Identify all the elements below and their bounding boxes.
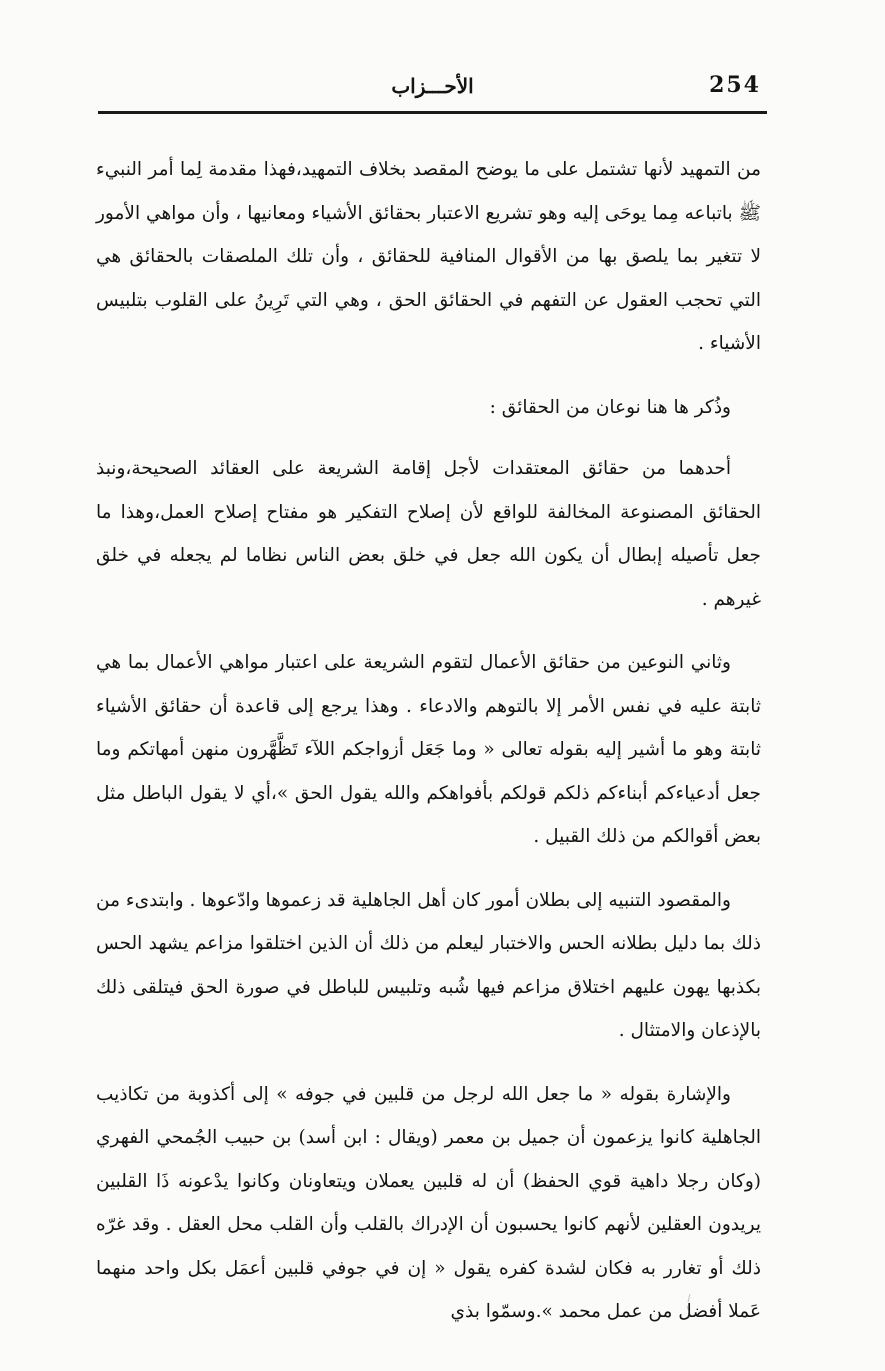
page-number: 254 <box>709 72 761 98</box>
body-text <box>96 148 761 1354</box>
paragraph-2: وذُكر ها هنا نوعان من الحقائق : <box>489 396 731 418</box>
paragraph-6: والإشارة بقوله « ما جعل الله لرجل من قلبين في جوفه » إلى أكذوبة من تكاذيب الجاهلية كانوا يزعمون أن جميل بن معمر (ويقال : ابن أسد) بن حبيب الجُمحي الفهري (وكان رجلا داهية قوي الحفظ) أن له قلبين يعملان ويتعاونان وكانوا يدْعونه ذَا القلبين يريدون العقلين لأنهم كانوا يحسبون أن الإدراك بالقلب وأن القلب محل العقل . وقد غرّه ذلك أو تغارر به فكان لشدة كفره يقول « إن في جوفي قلبين أعمَل بكل واحد منهما عَملا أفضل من عمل محمد ».وسمّوا بذي <box>96 1083 761 1322</box>
header-rule <box>98 111 767 114</box>
paragraph-1: من التمهيد لأنها تشتمل على ما يوضح المقصد بخلاف التمهيد،فهذا مقدمة لِما أمر النبيء ﷺ باتباعه مِما يوحَى إليه وهو تشريع الاعتبار بحقائق الأشياء ومعانيها ، وأن مواهي الأمور لا تتغير بما يلصق بها من الأقوال المنافية للحقائق ، وأن تلك الملصقات بالحقائق هي التي تحجب العقول عن التفهم في الحقائق الحق ، وهي التي تَرِينُ على القلوب بتلبيس الأشياء . <box>96 159 761 354</box>
paragraph-3: أحدهما من حقائق المعتقدات لأجل إقامة الشريعة على العقائد الصحيحة،ونبذ الحقائق المصنوعة المخالفة للواقع لأن إصلاح التفكير هو مفتاح إصلاح العمل،وهذا ما جعل تأصيله إبطال أن يكون الله جعل في خلق بعض الناس نظاما لم يجعله في خلق غيرهم . <box>96 458 761 610</box>
paragraph-4: وثاني النوعين من حقائق الأعمال لتقوم الشريعة على اعتبار مواهي الأعمال بما هي ثابتة عليه في نفس الأمر إلا بالتوهم والادعاء . وهذا يرجع إلى قاعدة أن حقائق الأشياء ثابتة وهو ما أشير إليه بقوله تعالى « وما جَعَل أزواجكم اللآء تَظَّهَّرون منهن أمهاتكم وما جعل أدعياءكم أبناءكم ذلكم قولكم بأفواهكم والله يقول الحق »،أي لا يقول الباطل مثل بعض أقوالكم من ذلك القبيل . <box>96 652 761 847</box>
page-header <box>98 64 767 114</box>
running-title: الأحـــزاب <box>391 74 474 98</box>
paragraph-5: والمقصود التنبيه إلى بطلان أمور كان أهل الجاهلية قد زعموها وادّعوها . وابتدىء من ذلك بما دليل بطلانه الحس والاختبار ليعلم من ذلك أن الذين اختلقوا مزاعم يشهد الحس بكذبها يهون عليهم اختلاق مزاعم فيها شُبه وتلبيس للباطل في صورة الحق فيتلقى ذلك بالإذعان والامتثال . <box>96 889 761 1041</box>
scan-smudge <box>682 1292 696 1320</box>
